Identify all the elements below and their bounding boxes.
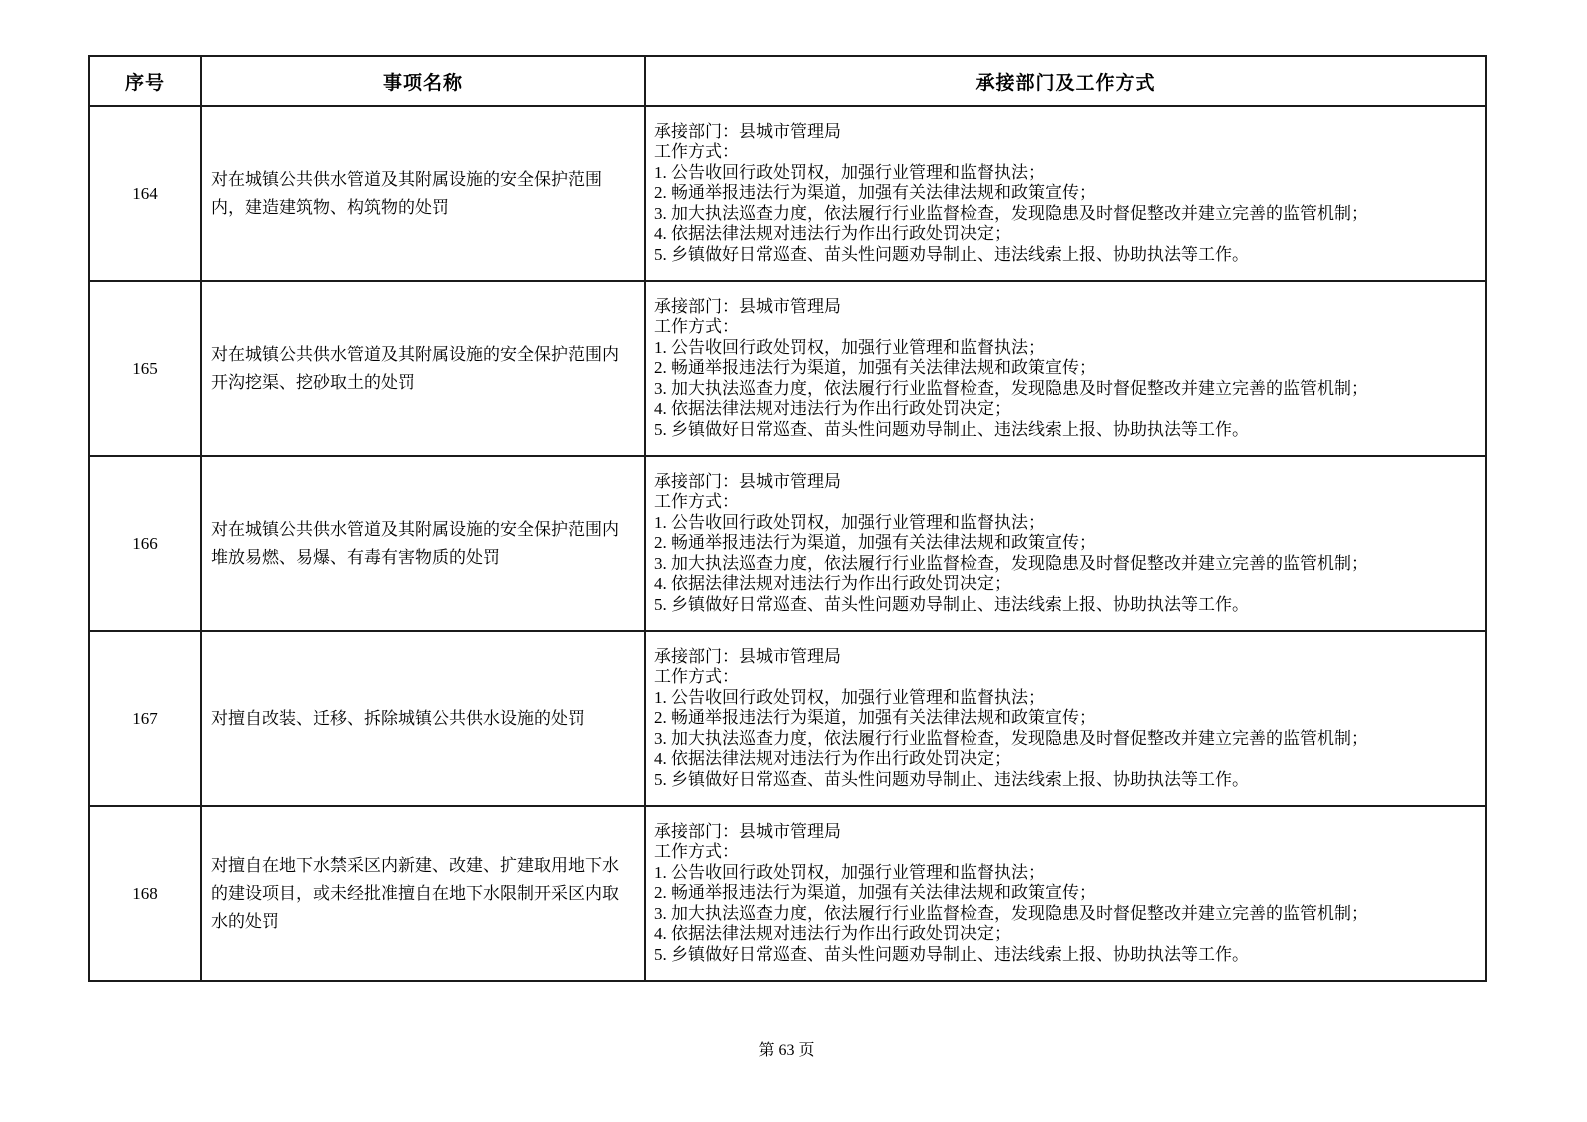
detail-line: 5. 乡镇做好日常巡查、苗头性问题劝导制止、违法线索上报、协助执法等工作。 (654, 944, 1249, 964)
detail-line: 1. 公告收回行政处罚权，加强行业管理和监督执法； (654, 162, 1045, 182)
detail-line: 3. 加大执法巡查力度，依法履行行业监督检查，发现隐患及时督促整改并建立完善的监管机制； (654, 728, 1368, 748)
detail-line: 1. 公告收回行政处罚权，加强行业管理和监督执法； (654, 512, 1045, 532)
detail-line: 1. 公告收回行政处罚权，加强行业管理和监督执法； (654, 862, 1045, 882)
detail-line: 工作方式： (654, 842, 739, 862)
detail-line: 3. 加大执法巡查力度，依法履行行业监督检查，发现隐患及时督促整改并建立完善的监管机制； (654, 378, 1368, 398)
detail-line: 2. 畅通举报违法行为渠道，加强有关法律法规和政策宣传； (654, 358, 1096, 378)
row-item-name: 对擅自在地下水禁采区内新建、改建、扩建取用地下水的建设项目，或未经批准擅自在地下水限制开采区内取水的处罚 (201, 806, 645, 981)
row-item-name: 对在城镇公共供水管道及其附属设施的安全保护范围内，建造建筑物、构筑物的处罚 (201, 106, 645, 281)
detail-line: 5. 乡镇做好日常巡查、苗头性问题劝导制止、违法线索上报、协助执法等工作。 (654, 769, 1249, 789)
row-item-detail (645, 631, 1486, 806)
transfer-items-table (88, 55, 1487, 982)
detail-line: 工作方式： (654, 317, 739, 337)
detail-line: 4. 依据法律法规对违法行为作出行政处罚决定； (654, 574, 1011, 594)
detail-line: 承接部门：县城市管理局 (654, 646, 841, 666)
detail-line: 2. 畅通举报违法行为渠道，加强有关法律法规和政策宣传； (654, 883, 1096, 903)
col-header-serial-number: 序号 (89, 56, 201, 106)
detail-line: 承接部门：县城市管理局 (654, 296, 841, 316)
detail-line: 3. 加大执法巡查力度，依法履行行业监督检查，发现隐患及时督促整改并建立完善的监管机制； (654, 203, 1368, 223)
row-serial-number: 168 (89, 806, 201, 981)
row-serial-number: 165 (89, 281, 201, 456)
table-row (89, 456, 1486, 631)
row-item-name: 对在城镇公共供水管道及其附属设施的安全保护范围内开沟挖渠、挖砂取土的处罚 (201, 281, 645, 456)
row-item-detail (645, 806, 1486, 981)
row-serial-number: 166 (89, 456, 201, 631)
row-item-name: 对在城镇公共供水管道及其附属设施的安全保护范围内堆放易燃、易爆、有毒有害物质的处罚 (201, 456, 645, 631)
table-row (89, 631, 1486, 806)
page-number: 第 63 页 (758, 1042, 815, 1059)
detail-line: 承接部门：县城市管理局 (654, 471, 841, 491)
detail-line: 4. 依据法律法规对违法行为作出行政处罚决定； (654, 399, 1011, 419)
col-header-item-name: 事项名称 (201, 56, 645, 106)
detail-line: 2. 畅通举报违法行为渠道，加强有关法律法规和政策宣传； (654, 533, 1096, 553)
row-item-detail (645, 106, 1486, 281)
table-header (89, 56, 1486, 106)
row-item-detail (645, 456, 1486, 631)
header-row (89, 56, 1486, 106)
detail-line: 1. 公告收回行政处罚权，加强行业管理和监督执法； (654, 687, 1045, 707)
detail-line: 承接部门：县城市管理局 (654, 821, 841, 841)
detail-line: 1. 公告收回行政处罚权，加强行业管理和监督执法； (654, 337, 1045, 357)
detail-line: 工作方式： (654, 667, 739, 687)
row-serial-number: 167 (89, 631, 201, 806)
detail-line: 5. 乡镇做好日常巡查、苗头性问题劝导制止、违法线索上报、协助执法等工作。 (654, 594, 1249, 614)
table-row (89, 106, 1486, 281)
detail-line: 工作方式： (654, 492, 739, 512)
detail-line: 4. 依据法律法规对违法行为作出行政处罚决定； (654, 224, 1011, 244)
detail-line: 2. 畅通举报违法行为渠道，加强有关法律法规和政策宣传； (654, 708, 1096, 728)
detail-line: 5. 乡镇做好日常巡查、苗头性问题劝导制止、违法线索上报、协助执法等工作。 (654, 244, 1249, 264)
detail-line: 2. 畅通举报违法行为渠道，加强有关法律法规和政策宣传； (654, 183, 1096, 203)
row-item-name: 对擅自改装、迁移、拆除城镇公共供水设施的处罚 (201, 631, 645, 806)
table-body (89, 106, 1486, 981)
col-header-department-workmode: 承接部门及工作方式 (645, 56, 1486, 106)
row-item-detail (645, 281, 1486, 456)
detail-line: 3. 加大执法巡查力度，依法履行行业监督检查，发现隐患及时督促整改并建立完善的监管机制； (654, 553, 1368, 573)
row-serial-number: 164 (89, 106, 201, 281)
detail-line: 3. 加大执法巡查力度，依法履行行业监督检查，发现隐患及时督促整改并建立完善的监管机制； (654, 903, 1368, 923)
detail-line: 4. 依据法律法规对违法行为作出行政处罚决定； (654, 749, 1011, 769)
detail-line: 承接部门：县城市管理局 (654, 121, 841, 141)
table-row (89, 281, 1486, 456)
detail-line: 工作方式： (654, 142, 739, 162)
detail-line: 5. 乡镇做好日常巡查、苗头性问题劝导制止、违法线索上报、协助执法等工作。 (654, 419, 1249, 439)
detail-line: 4. 依据法律法规对违法行为作出行政处罚决定； (654, 924, 1011, 944)
table-row (89, 806, 1486, 981)
